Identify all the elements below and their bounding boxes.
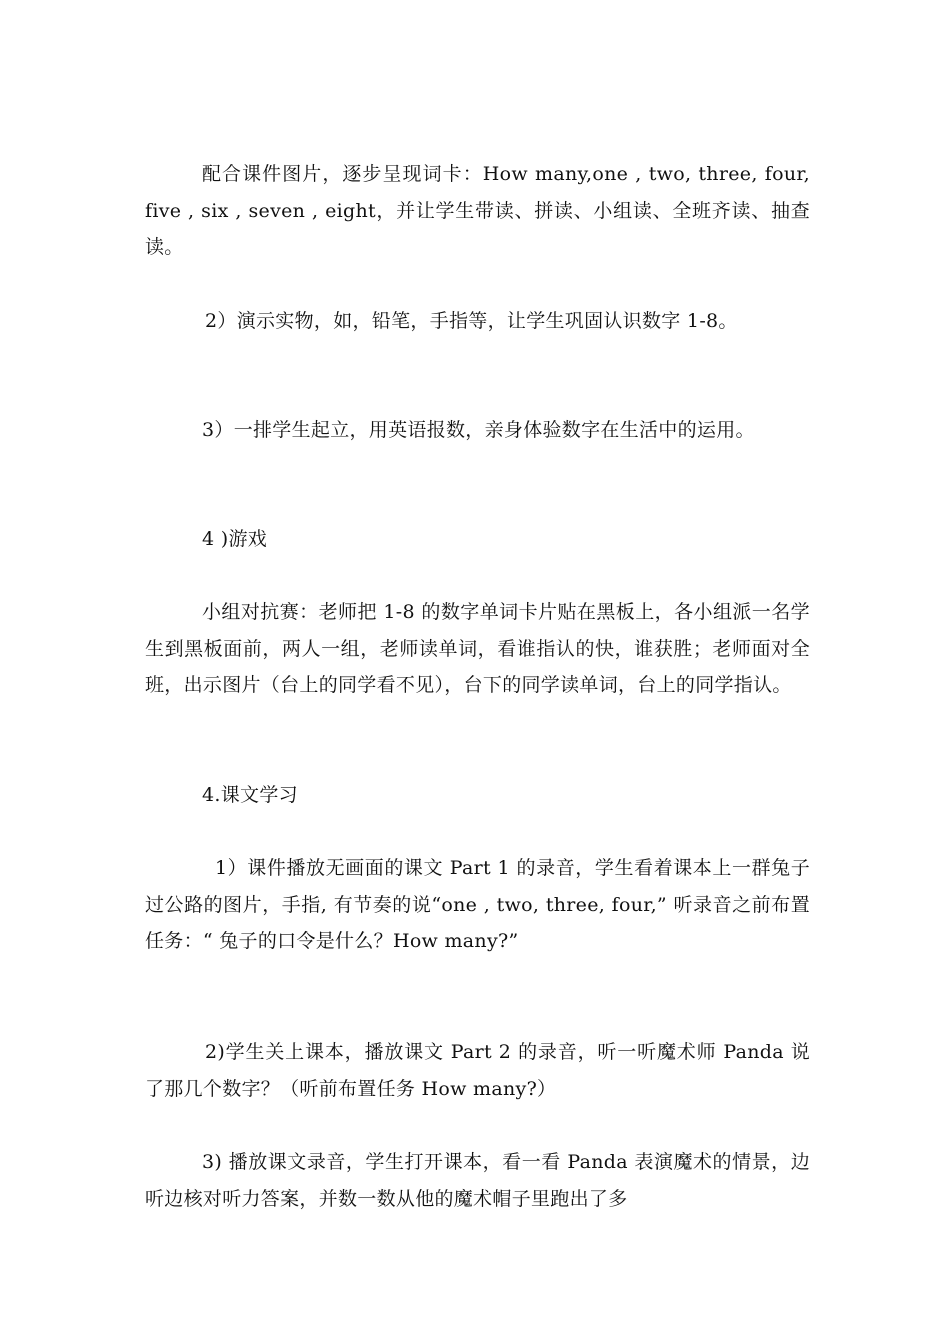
paragraph-game-heading: 4 )游戏 [202, 528, 268, 550]
paragraph-group-contest: 小组对抗赛：老师把 1-8 的数字单词卡片贴在黑板上，各小组派一名学生到黑板面前，两人一组，老师读单词，看谁指认的快，谁获胜；老师面对全班，出示图片（台上的同学看不见），台下的同学读单词，台上的同学指认。 [145, 601, 810, 696]
paragraph-real-objects: 2）演示实物，如，铅笔，手指等，让学生巩固认识数字 1-8。 [205, 310, 738, 332]
paragraph-part2-audio: 2)学生关上课本，播放课文 Part 2 的录音，听一听魔术师 Panda 说了那几个数字？（听前布置任务 How many?） [145, 1041, 810, 1100]
paragraph-word-cards: 配合课件图片，逐步呈现词卡：How many,one , two, three, four, five , six , seven , eight，并让学生带读、拼读、小组读、全班齐读、抽查读。 [145, 163, 810, 258]
paragraph-full-audio: 3) 播放课文录音，学生打开课本，看一看 Panda 表演魔术的情景，边听边核对听力答案，并数一数从他的魔术帽子里跑出了多 [145, 1151, 810, 1210]
section-heading-text-study: 4.课文学习 [202, 784, 298, 806]
paragraph-part1-audio: 1）课件播放无画面的课文 Part 1 的录音，学生看着课本上一群兔子过公路的图片，手指, 有节奏的说“one , two, three, four,” 听录音之前布置任务：“ 兔子的口令是什么？How many?” [145, 857, 810, 952]
paragraph-count-off: 3）一排学生起立，用英语报数，亲身体验数字在生活中的运用。 [202, 419, 755, 441]
